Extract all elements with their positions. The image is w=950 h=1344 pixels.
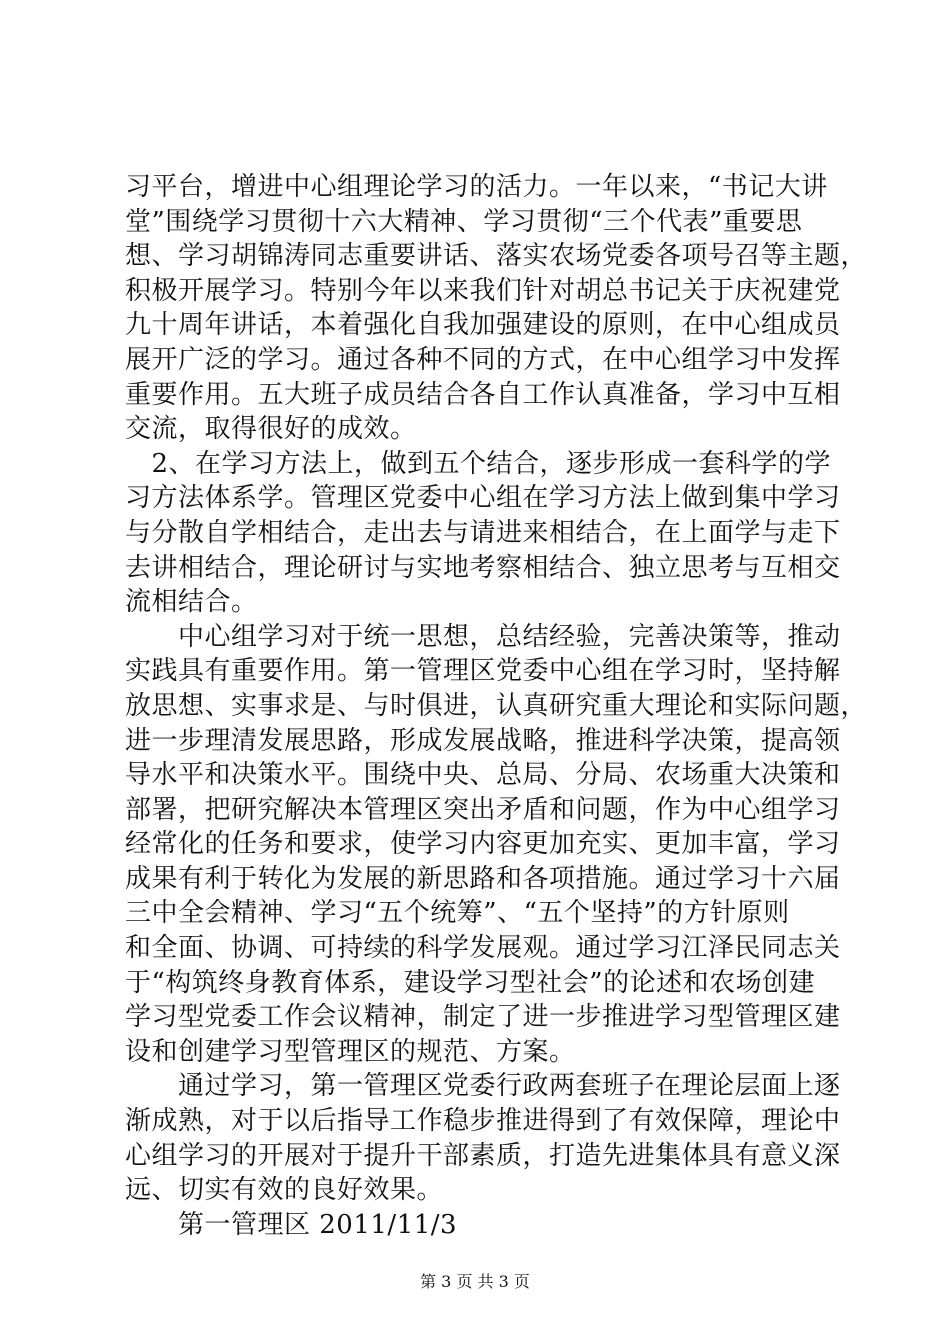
body-line: 习方法体系学。管理区党委中心组在学习方法上做到集中学习: [125, 483, 841, 514]
document-body: [125, 170, 868, 1242]
signature-line: 第一管理区 2011/11/3: [125, 1209, 458, 1240]
body-line: 部署，把研究解决本管理区突出矛盾和问题，作为中心组学习: [125, 794, 841, 825]
body-line: 与分散自学相结合，走出去与请进来相结合，在上面学与走下: [125, 517, 841, 548]
body-line: 去讲相结合，理论研讨与实地考察相结合、独立思考与互相交: [125, 552, 841, 583]
body-line: 积极开展学习。特别今年以来我们针对胡总书记关于庆祝建党: [125, 275, 841, 306]
body-line: 习平台，增进中心组理论学习的活力。一年以来，“书记大讲: [125, 172, 828, 202]
body-line: 进一步理清发展思路，形成发展战略，推进科学决策，提高领: [125, 725, 841, 756]
body-line: 交流，取得很好的成效。: [125, 414, 417, 445]
body-line: 经常化的任务和要求，使学习内容更加充实、更加丰富，学习: [125, 829, 841, 860]
body-line: 九十周年讲话，本着强化自我加强建设的原则，在中心组成员: [125, 310, 841, 341]
body-line: 成果有利于转化为发展的新思路和各项措施。通过学习十六届: [125, 863, 841, 894]
body-line: 流相结合。: [125, 587, 258, 618]
body-line: 实践具有重要作用。第一管理区党委中心组在学习时，坚持解: [125, 656, 841, 687]
body-line: 学习型党委工作会议精神，制定了进一步推进学习型管理区建: [125, 1002, 841, 1033]
body-line: 想、学习胡锦涛同志重要讲话、落实农场党委各项号召等主题，: [125, 241, 868, 272]
body-line: 放思想、实事求是、与时俱进，认真研究重大理论和实际问题，: [125, 690, 868, 721]
body-line: 和全面、协调、可持续的科学发展观。通过学习江泽民同志关: [125, 933, 841, 964]
body-line: 于“构筑终身教育体系，建设学习型社会”的论述和农场创建: [125, 967, 816, 998]
page-number-footer: 第 3 页 共 3 页: [420, 1272, 530, 1291]
body-line: 设和创建学习型管理区的规范、方案。: [125, 1036, 576, 1067]
body-line: 远、切实有效的良好效果。: [125, 1175, 444, 1206]
body-line: 堂”围绕学习贯彻十六大精神、学习贯彻“三个代表”重要思: [125, 206, 803, 237]
body-line: 2、在学习方法上，做到五个结合，逐步形成一套科学的学: [125, 448, 832, 479]
body-line: 渐成熟，对于以后指导工作稳步推进得到了有效保障，理论中: [125, 1106, 841, 1137]
body-line: 三中全会精神、学习“五个统筹”、“五个坚持”的方针原则: [125, 898, 790, 929]
body-line: 通过学习，第一管理区党委行政两套班子在理论层面上逐: [125, 1071, 841, 1102]
body-line: 展开广泛的学习。通过各种不同的方式，在中心组学习中发挥: [125, 344, 841, 375]
body-line: 导水平和决策水平。围绕中央、总局、分局、农场重大决策和: [125, 760, 841, 791]
body-line: 心组学习的开展对于提升干部素质，打造先进集体具有意义深: [125, 1140, 841, 1171]
body-line: 重要作用。五大班子成员结合各自工作认真准备，学习中互相: [125, 379, 841, 410]
body-line: 中心组学习对于统一思想，总结经验，完善决策等，推动: [125, 621, 841, 652]
